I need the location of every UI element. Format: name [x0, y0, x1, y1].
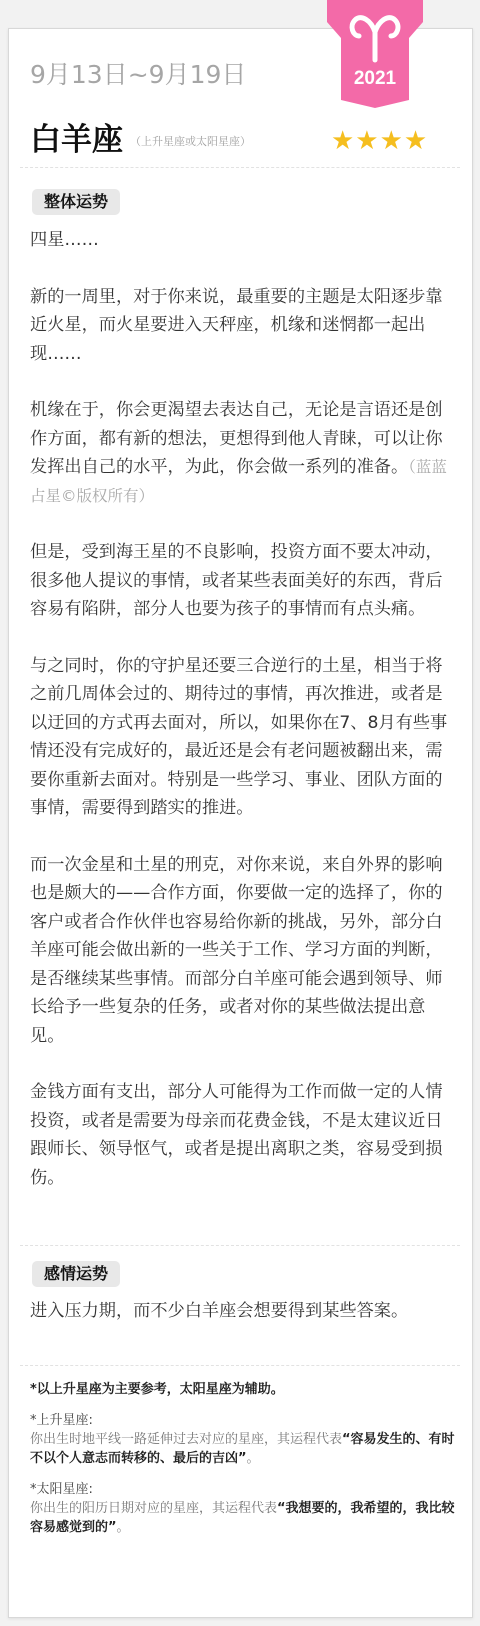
note-sun-label: *太阳星座:: [30, 1482, 93, 1497]
divider: [20, 1245, 460, 1246]
divider: [20, 167, 460, 168]
overall-tag: 整体运势: [32, 189, 120, 215]
overall-paragraph: 金钱方面有支出，部分人可能得为工作而做一定的人情投资，或者是需要为母亲而花费金钱，不是太建议近日跟师长、领导怄气，或者是提出离职之类，容易受到损伤。: [30, 1082, 443, 1188]
overall-body: [30, 226, 455, 1220]
note-rising: 你出生时地平线一路延伸过去对应的星座，其运程代表“容易发生的、有时不以个人意志而转移的、最后的吉凶”。: [30, 1432, 455, 1466]
overall-paragraph: [30, 396, 455, 510]
overall-paragraph: 与之同时，你的守护星还要三合逆行的土星，相当于将之前几周体会过的、期待过的事情，再次推进，或者是以迂回的方式再去面对，所以，如果你在7、8月有些事情还没有完成好的，最近还是会有老问题被翻出来，需要你重新去面对。特别是一些学习、事业、团队方面的事情，需要得到踏实的推进。: [30, 655, 448, 818]
sign-name: 白羊座: [30, 122, 123, 158]
overall-paragraph: 四星……: [30, 230, 99, 250]
note-sun: 你出生的阳历日期对应的星座，其运程代表“我想要的，我希望的，我比较容易感觉到的”。: [30, 1501, 455, 1535]
date-range: 9月13日~9月19日: [30, 60, 247, 89]
rating-stars: ★★★★: [331, 126, 429, 156]
note-main: *以上升星座为主要参考，太阳星座为辅助。: [30, 1382, 284, 1397]
love-body: [30, 1297, 455, 1354]
copyright-note: （蓝蓝占星©版权所有）: [30, 458, 447, 505]
overall-paragraph: 而一次金星和土星的刑克，对你来说，来自外界的影响也是颇大的——合作方面，你要做一定的选择了，你的客户或者合作伙伴也容易给你新的挑战，另外，部分白羊座可能会做出新的一些关于工作、学习方面的判断，是否继续某些事情。而部分白羊座可能会遇到领导、师长给予一些复杂的任务，或者对你的某些做法提出意见。: [30, 854, 443, 1046]
footnotes: [30, 1380, 455, 1537]
badge-year: 2021: [353, 68, 397, 89]
love-tag: 感情运势: [32, 1261, 120, 1287]
overall-paragraph: 新的一周里，对于你来说，最重要的主题是太阳逐步靠近火星，而火星要进入天秤座，机缘和迷惘都一起出现……: [30, 286, 443, 364]
love-paragraph: 进入压力期，而不少白羊座会想要得到某些答案。: [30, 1301, 409, 1321]
aries-year-badge: [321, 0, 429, 108]
divider: [20, 1365, 460, 1366]
sign-note: （上升星座或太阳星座）: [130, 135, 251, 148]
overall-paragraph-text: 机缘在于，你会更渴望去表达自己，无论是言语还是创作方面，都有新的想法，更想得到他人青睐，可以让你发挥出自己的水平，为此，你会做一系列的准备。: [30, 400, 443, 477]
overall-paragraph: 但是，受到海王星的不良影响，投资方面不要太冲动，很多他人提议的事情，或者某些表面美好的东西，背后容易有陷阱，部分人也要为孩子的事情而有点头痛。: [30, 542, 443, 619]
note-rising-label: *上升星座:: [30, 1413, 93, 1428]
